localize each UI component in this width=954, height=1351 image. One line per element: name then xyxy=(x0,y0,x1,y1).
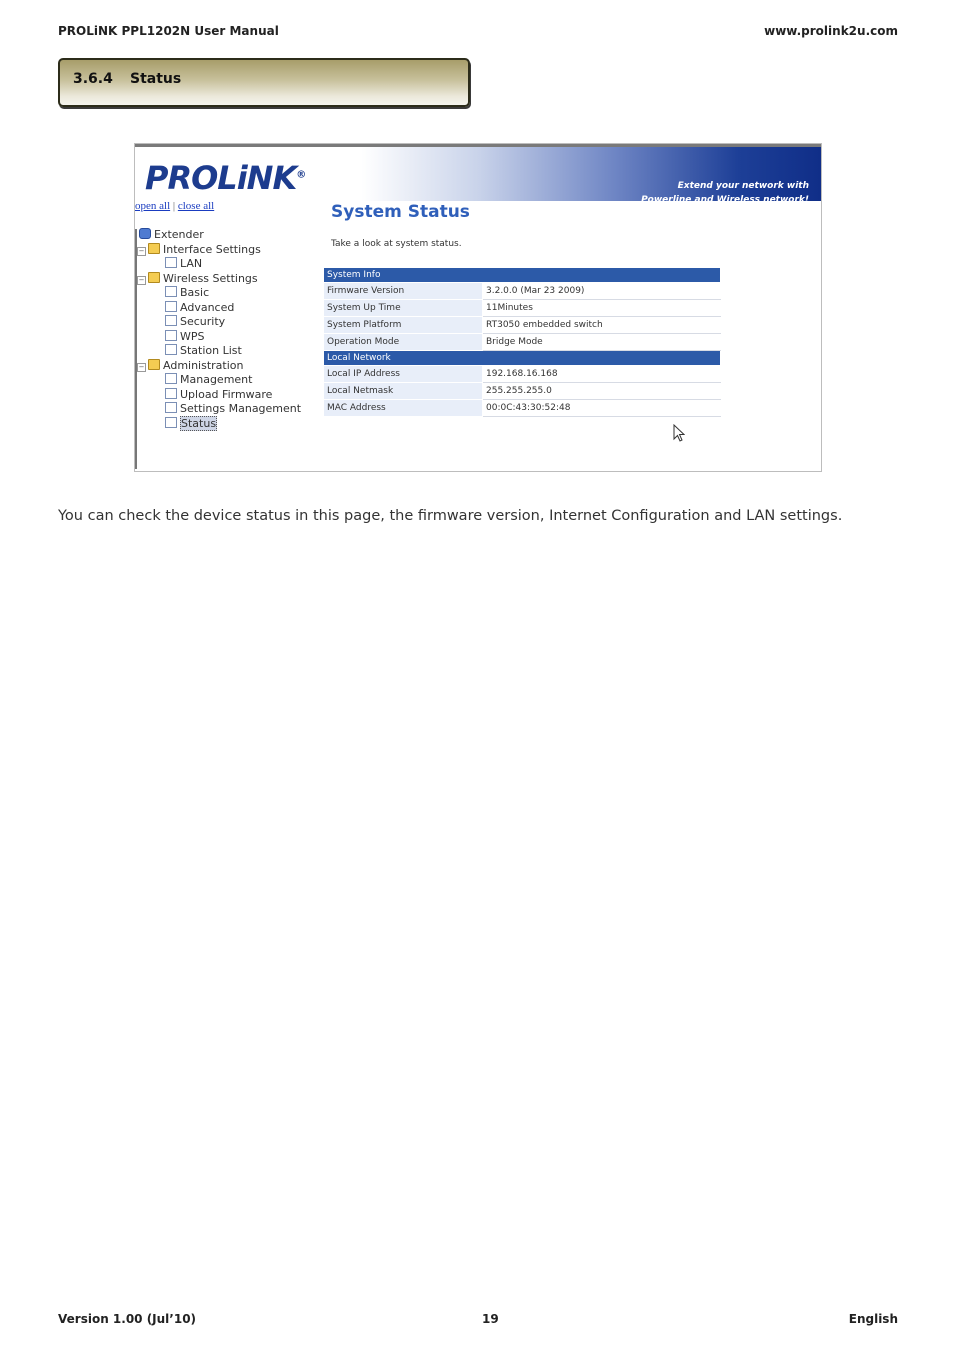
mouse-cursor-icon xyxy=(673,424,685,446)
page-icon xyxy=(165,344,177,355)
page-icon xyxy=(165,417,177,428)
close-all-link[interactable]: close all xyxy=(177,200,215,212)
folder-icon xyxy=(148,359,160,370)
page-icon xyxy=(165,301,177,312)
banner xyxy=(135,144,821,205)
tree-item-station-list[interactable]: Station List xyxy=(165,344,242,358)
collapse-icon[interactable]: − xyxy=(138,363,145,371)
folder-icon xyxy=(148,272,160,283)
body-paragraph: You can check the device status in this page, the firmware version, Internet Configuration and LAN settings. xyxy=(58,508,843,524)
page-icon xyxy=(165,257,177,268)
left-border xyxy=(135,229,137,469)
tree-item-wps[interactable]: WPS xyxy=(165,330,205,344)
link-separator: | xyxy=(172,200,176,212)
tree-item-settings-management[interactable]: Settings Management xyxy=(165,402,301,416)
section-heading xyxy=(58,58,470,107)
tagline: Extend your network with Powerline and Wireless network! xyxy=(641,181,809,205)
open-all-link[interactable]: open all xyxy=(135,200,171,212)
status-table xyxy=(323,267,721,417)
table-row: Local Netmask 255.255.255.0 xyxy=(324,383,721,400)
tree-item-interface-settings[interactable]: − Interface Settings xyxy=(138,243,261,256)
page-description: Take a look at system status. xyxy=(331,239,462,249)
table-row: System Up Time 11Minutes xyxy=(324,300,721,317)
table-row: Operation Mode Bridge Mode xyxy=(324,334,721,351)
tree-item-management[interactable]: Management xyxy=(165,373,252,387)
status-page-screenshot xyxy=(134,143,822,472)
page-icon xyxy=(165,388,177,399)
local-network-header: Local Network xyxy=(324,351,721,366)
section-title: Status xyxy=(130,71,182,87)
page-number: 19 xyxy=(482,1312,499,1326)
page-icon xyxy=(165,286,177,297)
table-row: Firmware Version 3.2.0.0 (Mar 23 2009) xyxy=(324,283,721,300)
tree-controls xyxy=(135,200,214,212)
website-url: www.prolink2u.com xyxy=(764,24,898,38)
footer-language: English xyxy=(848,1312,898,1326)
tree-item-advanced[interactable]: Advanced xyxy=(165,301,234,315)
tree-item-administration[interactable]: − Administration xyxy=(138,359,244,372)
tree-item-basic[interactable]: Basic xyxy=(165,286,209,300)
section-number: 3.6.4 xyxy=(73,71,113,87)
tree-item-lan[interactable]: LAN xyxy=(165,257,202,271)
page-icon xyxy=(165,330,177,341)
tree-item-security[interactable]: Security xyxy=(165,315,225,329)
page-title: System Status xyxy=(331,202,470,222)
page-icon xyxy=(165,373,177,384)
footer-version: Version 1.00 (Jul’10) xyxy=(58,1312,197,1326)
page-icon xyxy=(165,315,177,326)
page-icon xyxy=(165,402,177,413)
tree-item-upload-firmware[interactable]: Upload Firmware xyxy=(165,388,272,402)
prolink-logo: PROLiNK® xyxy=(145,159,306,197)
tree-item-status[interactable]: Status xyxy=(165,417,217,431)
manual-title: PROLiNK PPL1202N User Manual xyxy=(58,24,279,38)
system-info-header: System Info xyxy=(324,268,721,283)
collapse-icon[interactable]: − xyxy=(138,276,145,284)
tree-item-wireless-settings[interactable]: − Wireless Settings xyxy=(138,272,258,285)
table-row: Local IP Address 192.168.16.168 xyxy=(324,366,721,383)
table-row: System Platform RT3050 embedded switch xyxy=(324,317,721,334)
folder-icon xyxy=(148,243,160,254)
computer-icon xyxy=(139,228,151,239)
table-row: MAC Address 00:0C:43:30:52:48 xyxy=(324,400,721,417)
tree-item-extender[interactable]: Extender xyxy=(139,228,204,242)
collapse-icon[interactable]: − xyxy=(138,247,145,255)
